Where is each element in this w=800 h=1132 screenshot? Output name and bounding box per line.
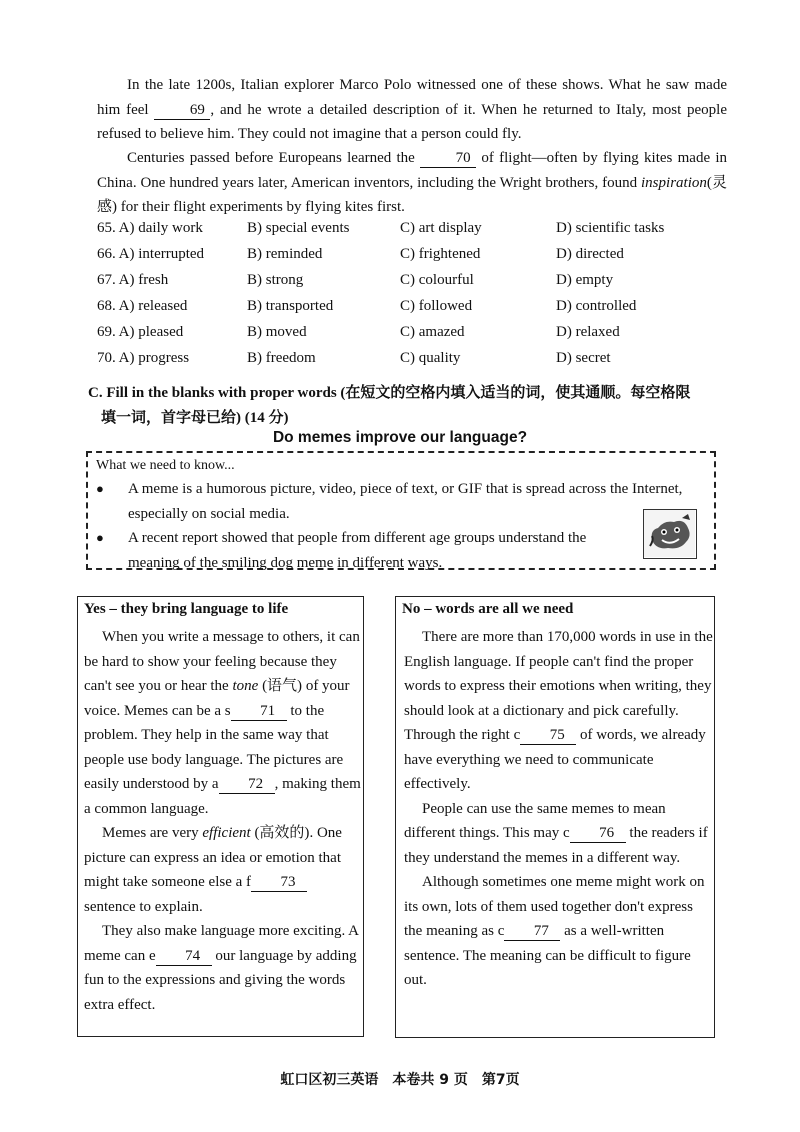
yes-body xyxy=(84,625,362,1017)
yes-heading: Yes – they bring language to life xyxy=(84,601,289,617)
no-paragraph-1 xyxy=(404,625,714,797)
text: When you write a message to others, it can be hard to show your feeling because they can't see you or hear the xyxy=(84,629,360,694)
option-d: D) relaxed xyxy=(556,324,620,340)
option-b: B) moved xyxy=(247,324,307,340)
option-b: B) strong xyxy=(247,272,304,288)
option-c: C) colourful xyxy=(400,272,474,288)
text: to the problem. They help in the same way that people use body language. The pictures are easily understood by a xyxy=(84,702,344,792)
chinese-gloss: (灵感) xyxy=(97,174,727,215)
text: There are more than 170,000 words in use in the English language. If people can't find the proper words to express their emotions when writing, they should look at a dictionary and pick carefully. Through the right c xyxy=(404,629,713,743)
option-d: D) directed xyxy=(556,246,624,262)
option-b: B) reminded xyxy=(247,246,323,262)
blank-73: 73 xyxy=(251,873,307,892)
italic-word: efficient xyxy=(202,825,251,841)
yes-paragraph-2 xyxy=(84,821,362,919)
text: People can use the same memes to mean different things. This may c xyxy=(404,800,666,841)
question-69 xyxy=(97,324,737,349)
text: of your voice. Memes can be a s xyxy=(84,678,350,719)
option-c: C) amazed xyxy=(400,324,465,340)
chinese-gloss: (语气) xyxy=(262,678,303,694)
option-b: B) freedom xyxy=(247,350,316,366)
no-argument-box xyxy=(395,596,715,1037)
text: as a well-written sentence. The meaning can be difficult to figure out. xyxy=(404,923,691,988)
text: . One picture can express an idea or emotion that might take someone else a f xyxy=(84,825,342,890)
chinese-gloss: (高效的) xyxy=(254,825,310,841)
no-paragraph-2 xyxy=(404,797,714,871)
text: the readers if they understand the memes in a different way. xyxy=(404,825,708,866)
need-to-know-box xyxy=(86,451,716,570)
blank-69: 69 xyxy=(154,101,210,120)
question-67 xyxy=(97,272,737,297)
question-65 xyxy=(97,220,737,245)
option-d: D) controlled xyxy=(556,298,637,314)
need-to-know-heading: What we need to know... xyxy=(96,458,235,473)
italic-word: inspiration xyxy=(641,174,707,191)
option-b: B) special events xyxy=(247,220,350,236)
passage-text: , and he wrote a detailed description of it. When he returned to Italy, most people refused to believe him. They could not imagine that a person could fly. xyxy=(97,101,728,142)
passage-text: for their flight experiments by flying kites first. xyxy=(120,199,405,215)
blank-75: 75 xyxy=(520,726,576,745)
passage-paragraph-1 xyxy=(97,73,727,147)
text: They also make language more exciting. A meme can e xyxy=(84,923,359,964)
text: , making them a common language. xyxy=(84,776,361,817)
option-c: C) art display xyxy=(400,220,482,236)
bullet-text-1: A meme is a humorous picture, video, piece of text, or GIF that is spread across the Internet, especially on social media. xyxy=(128,481,683,522)
yes-paragraph-3 xyxy=(84,919,362,1017)
option-c: C) quality xyxy=(400,350,461,366)
blank-71: 71 xyxy=(231,702,287,721)
blank-74: 74 xyxy=(156,947,212,966)
bullet-text-2: A recent report showed that people from different age groups understand the meaning of the smiling dog meme in different ways. xyxy=(128,530,587,571)
yes-argument-box xyxy=(77,596,364,1037)
question-66 xyxy=(97,246,737,271)
blank-76: 76 xyxy=(570,824,626,843)
no-heading: No – words are all we need xyxy=(402,601,574,617)
text: Memes are very xyxy=(102,825,199,841)
option-a: 70. A) progress xyxy=(97,350,190,366)
text: sentence to explain. xyxy=(84,898,203,915)
smiling-dog-meme-image xyxy=(643,509,697,559)
option-d: D) empty xyxy=(556,272,614,288)
passage-paragraph-2 xyxy=(97,146,727,220)
passage-text: In the late 1200s, Italian explorer Marco Polo witnessed one of these shows. What he saw made him feel xyxy=(97,77,727,118)
question-70 xyxy=(97,350,737,375)
instruction-line-1: C. Fill in the blanks with proper words (在短文的空格内填入适当的词，使其通顺。每空格限 xyxy=(88,385,691,401)
blank-72: 72 xyxy=(219,775,275,794)
option-a: 65. A) daily work xyxy=(97,220,203,236)
bullet-icon: ● xyxy=(96,481,104,496)
option-a: 66. A) interrupted xyxy=(97,246,205,262)
text: our language by adding fun to the expressions and giving the words extra effect. xyxy=(84,947,357,1013)
text: Although sometimes one meme might work on its own, lots of them used together don't express the meaning as c xyxy=(404,874,705,939)
instruction-line-2: 填一词，首字母已给) (14 分) xyxy=(101,410,289,426)
page-footer: 虹口区初三英语 本卷共 9 页 第7页 xyxy=(280,1072,520,1088)
text: of words, we already have everything we need to communicate effectively. xyxy=(404,727,706,792)
option-d: D) secret xyxy=(556,350,611,366)
section-c-instruction xyxy=(88,381,738,431)
yes-paragraph-1 xyxy=(84,625,362,821)
question-68 xyxy=(97,298,737,323)
article-title: Do memes improve our language? xyxy=(272,429,528,446)
option-c: C) frightened xyxy=(400,246,481,262)
no-body xyxy=(404,625,714,993)
option-c: C) followed xyxy=(400,298,473,314)
right-box-bottom-line xyxy=(395,1037,715,1038)
passage-text: Centuries passed before Europeans learned the xyxy=(127,150,415,166)
passage-text: of flight—often by flying kites made in China. One hundred years later, American inventors, including the Wright brothers, found xyxy=(97,150,728,191)
bullet-icon: ● xyxy=(96,530,104,545)
blank-77: 77 xyxy=(504,922,560,941)
option-a: 69. A) pleased xyxy=(97,324,184,340)
no-paragraph-3 xyxy=(404,870,714,993)
option-a: 67. A) fresh xyxy=(97,272,169,288)
option-a: 68. A) released xyxy=(97,298,188,314)
option-b: B) transported xyxy=(247,298,334,314)
option-d: D) scientific tasks xyxy=(556,220,665,236)
italic-word: tone xyxy=(232,678,259,694)
blank-70: 70 xyxy=(420,149,476,168)
